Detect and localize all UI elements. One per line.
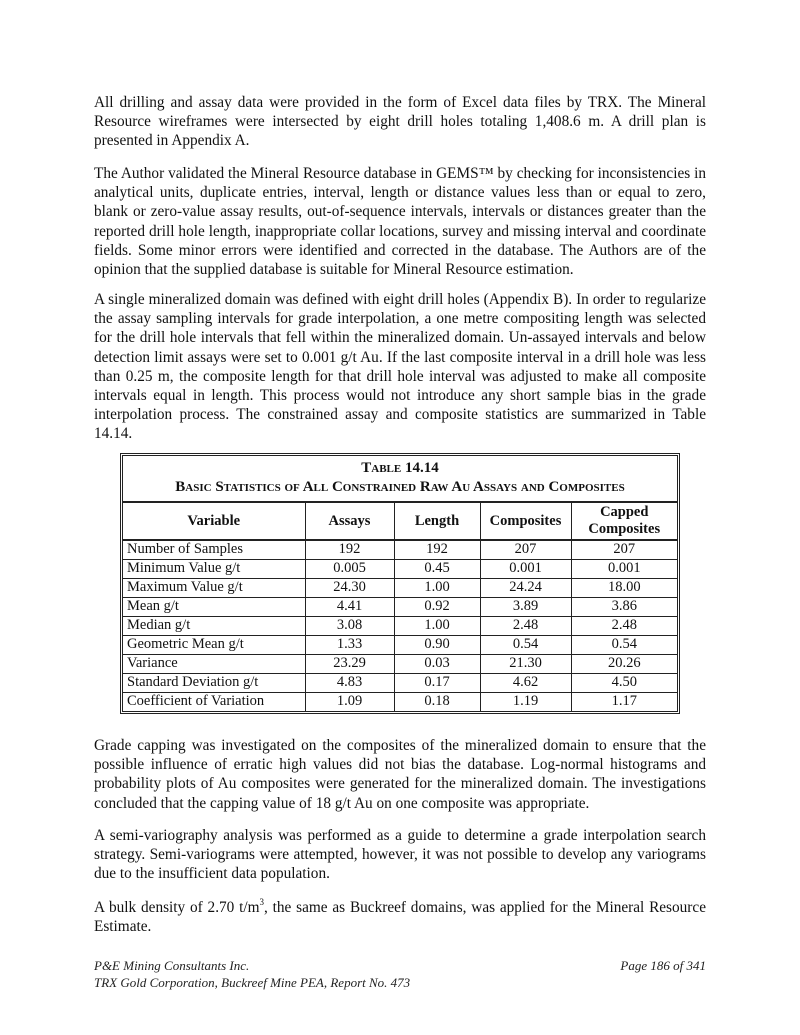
cell-value: 192	[394, 540, 480, 560]
cell-value: 18.00	[571, 579, 677, 598]
table-row	[123, 540, 677, 560]
cell-value: 1.33	[305, 636, 394, 655]
footer-page-number: Page 186 of 341	[620, 958, 706, 973]
cell-value: 0.92	[394, 598, 480, 617]
superscript-3: 3	[259, 896, 265, 907]
cell-value: 0.54	[480, 636, 571, 655]
table-title: Table 14.14	[361, 460, 439, 476]
paragraph-grade-capping: Grade capping was investigated on the composites of the mineralized domain to ensure that the possible influence of erratic high values did not bias the database. Log-normal histograms and probability plots of Au composites were generated for the mineralized domain. The investigations concluded that the capping value of 18 g/t Au on one composite was appropriate.	[94, 737, 706, 812]
cell-value: 24.24	[480, 579, 571, 598]
cell-value: 23.29	[305, 655, 394, 674]
table-caption	[123, 456, 677, 503]
bulk-density-text: A bulk density of 2.70 t/m	[94, 899, 260, 916]
cell-value: 3.86	[571, 598, 677, 617]
header-assays: Assays	[305, 503, 394, 540]
paragraph-variography: A semi-variography analysis was performed as a guide to determine a grade interpolation search strategy. Semi-variograms were attempted, however, it was not possible to develop any variograms due to the insufficient data population.	[94, 827, 706, 883]
header-variable: Variable	[123, 503, 305, 540]
row-label: Mean g/t	[123, 598, 305, 617]
table-subtitle: Basic Statistics of All Constrained Raw Au Assays and Composites	[175, 479, 625, 495]
table-row	[123, 617, 677, 636]
paragraph-drilling-data: All drilling and assay data were provided in the form of Excel data files by TRX. The Mineral Resource wireframes were intersected by eight drill holes totaling 1,408.6 m. A drill plan is presented in Appendix A.	[94, 94, 706, 150]
cell-value: 3.08	[305, 617, 394, 636]
cell-value: 192	[305, 540, 394, 560]
cell-value: 0.18	[394, 693, 480, 712]
statistics-grid	[123, 503, 677, 711]
cell-value: 0.001	[571, 560, 677, 579]
cell-value: 0.03	[394, 655, 480, 674]
row-label: Geometric Mean g/t	[123, 636, 305, 655]
row-label: Median g/t	[123, 617, 305, 636]
cell-value: 4.50	[571, 674, 677, 693]
cell-value: 1.17	[571, 693, 677, 712]
row-label: Standard Deviation g/t	[123, 674, 305, 693]
cell-value: 207	[480, 540, 571, 560]
cell-value: 4.41	[305, 598, 394, 617]
footer-company: P&E Mining Consultants Inc.	[94, 958, 250, 973]
cell-value: 2.48	[480, 617, 571, 636]
paragraph-bulk-density	[94, 898, 706, 936]
row-label: Variance	[123, 655, 305, 674]
cell-value: 20.26	[571, 655, 677, 674]
page-footer	[94, 957, 706, 991]
cell-value: 1.00	[394, 579, 480, 598]
cell-value: 1.19	[480, 693, 571, 712]
cell-value: 4.83	[305, 674, 394, 693]
table-row	[123, 674, 677, 693]
cell-value: 0.54	[571, 636, 677, 655]
cell-value: 207	[571, 540, 677, 560]
footer-report: TRX Gold Corporation, Buckreef Mine PEA, Report No. 473	[94, 975, 411, 990]
cell-value: 21.30	[480, 655, 571, 674]
row-label: Minimum Value g/t	[123, 560, 305, 579]
cell-value: 1.09	[305, 693, 394, 712]
table-row	[123, 560, 677, 579]
table-row	[123, 636, 677, 655]
table-row	[123, 579, 677, 598]
cell-value: 0.005	[305, 560, 394, 579]
row-label: Maximum Value g/t	[123, 579, 305, 598]
cell-value: 0.90	[394, 636, 480, 655]
statistics-table	[120, 453, 680, 714]
cell-value: 4.62	[480, 674, 571, 693]
header-length: Length	[394, 503, 480, 540]
table-header-row	[123, 503, 677, 540]
cell-value: 0.001	[480, 560, 571, 579]
table-row	[123, 598, 677, 617]
table-row	[123, 693, 677, 712]
bulk-density-text-cont: , the same as Buckreef domains, was applied for the Mineral Resource Estimate.	[94, 899, 706, 936]
cell-value: 1.00	[394, 617, 480, 636]
paragraph-compositing: A single mineralized domain was defined with eight drill holes (Appendix B). In order to regularize the assay sampling intervals for grade interpolation, a one metre compositing length was selected for the drill hole intervals that fell within the mineralized domain. Un-assayed intervals and below detection limit assays were set to 0.001 g/t Au. If the last composite interval in a drill hole was less than 0.25 m, the composite length for that drill hole interval was adjusted to make all composite intervals equal in length. This process would not introduce any short sample bias in the grade interpolation process. The constrained assay and composite statistics are summarized in Table 14.14.	[94, 291, 706, 443]
header-composites: Composites	[480, 503, 571, 540]
row-label: Number of Samples	[123, 540, 305, 560]
header-capped-composites: Capped Composites	[571, 503, 677, 540]
paragraph-database-validation: The Author validated the Mineral Resource database in GEMS™ by checking for inconsistencies in analytical units, duplicate entries, interval, length or distance values less than or equal to zero, blank or zero-value assay results, out-of-sequence intervals, intervals or distances greater than the reported drill hole length, inappropriate collar locations, survey and missing interval and coordinate fields. Some minor errors were identified and corrected in the database. The Authors are of the opinion that the supplied database is suitable for Mineral Resource estimation.	[94, 165, 706, 279]
cell-value: 2.48	[571, 617, 677, 636]
cell-value: 0.45	[394, 560, 480, 579]
cell-value: 24.30	[305, 579, 394, 598]
row-label: Coefficient of Variation	[123, 693, 305, 712]
table-row	[123, 655, 677, 674]
cell-value: 0.17	[394, 674, 480, 693]
cell-value: 3.89	[480, 598, 571, 617]
